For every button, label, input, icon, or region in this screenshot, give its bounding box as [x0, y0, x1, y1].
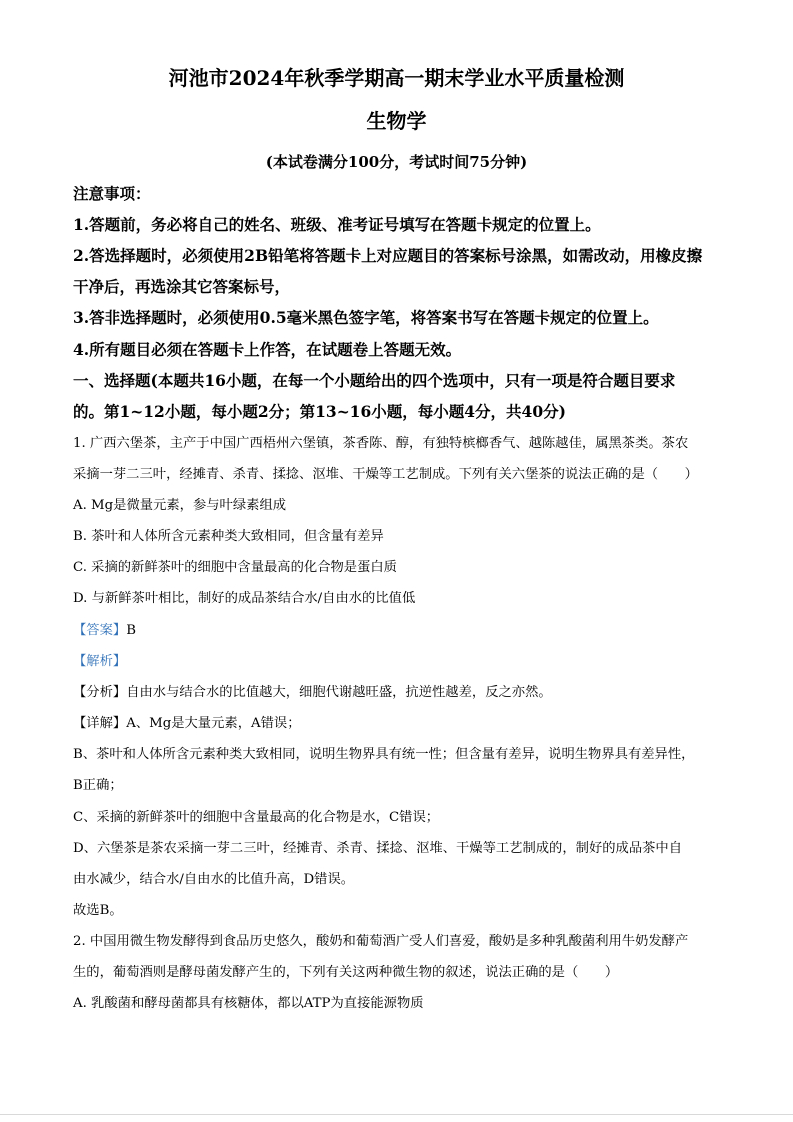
note-item: 干净后，再选涂其它答案标号，: [73, 277, 291, 296]
question-stem: 1. 广西六堡茶，主产于中国广西梧州六堡镇，茶香陈、醇，有独特槟榔香气、越陈越佳，属黑茶类。茶农: [73, 436, 689, 451]
conclusion: 故选B。: [73, 903, 123, 918]
option-a: A. Mg是微量元素，参与叶绿素组成: [73, 498, 287, 513]
detail-text: B、茶叶和人体所含元素种类大致相同，说明生物界具有统一性；但含量有差异，说明生物界具有差异性，: [73, 747, 695, 762]
detail-line: [73, 712, 301, 731]
note-item: 1.答题前，务必将自己的姓名、班级、准考证号填写在答题卡规定的位置上。: [73, 215, 601, 234]
option-b: B. 茶叶和人体所含元素种类大致相同，但含量有差异: [73, 529, 384, 544]
question-stem: 2. 中国用微生物发酵得到食品历史悠久，酸奶和葡萄酒广受人们喜爱，酸奶是多种乳酸菌利用牛奶发酵产: [73, 934, 689, 949]
option-a: A. 乳酸菌和酵母菌都具有核糖体，都以ATP为直接能源物质: [73, 996, 424, 1011]
answer-line: [73, 619, 136, 638]
exam-info: (本试卷满分100分，考试时间75分钟): [265, 153, 528, 171]
answer-value: B: [126, 623, 136, 638]
page-bottom-divider: [0, 1114, 793, 1115]
detail-text: B正确；: [73, 778, 123, 793]
detail-text: 由水减少，结合水/自由水的比值升高，D错误。: [73, 872, 355, 887]
question-stem: 采摘一芽二三叶，经摊青、杀青、揉捻、沤堆、干燥等工艺制成。下列有关六堡茶的说法正确的是（ ）: [73, 467, 698, 482]
fenxi-tag: 【分析】: [73, 685, 127, 700]
fenxi-text: 自由水与结合水的比值越大，细胞代谢越旺盛，抗逆性越差，反之亦然。: [126, 685, 552, 700]
option-c: C. 采摘的新鲜茶叶的细胞中含量最高的化合物是蛋白质: [73, 560, 397, 575]
detail-text: D、六堡茶是茶农采摘一芽二三叶，经摊青、杀青、揉捻、沤堆、干燥等工艺制成的，制好的成品茶中自: [73, 841, 683, 856]
note-item: 2.答选择题时，必须使用2B铅笔将答题卡上对应题目的答案标号涂黑，如需改动，用橡皮擦: [73, 246, 703, 265]
analysis-tag: 【解析】: [73, 654, 127, 669]
section-heading: 一、选择题(本题共16小题，在每一个小题给出的四个选项中，只有一项是符合题目要求: [73, 371, 676, 390]
fenxi-line: [73, 681, 552, 700]
section-heading: 的。第1~12小题，每小题2分；第13~16小题，每小题4分，共40分): [73, 402, 566, 421]
answer-tag: 【答案】: [73, 623, 127, 638]
detail-text: A、Mg是大量元素，A错误；: [126, 716, 301, 731]
notes-heading: 注意事项：: [73, 184, 151, 203]
question-stem: 生的，葡萄酒则是酵母菌发酵产生的，下列有关这两种微生物的叙述，说法正确的是（ ）: [73, 965, 619, 980]
note-item: 4.所有题目必须在答题卡上作答，在试题卷上答题无效。: [73, 340, 462, 359]
subject-title: 生物学: [366, 109, 427, 133]
option-d: D. 与新鲜茶叶相比，制好的成品茶结合水/自由水的比值低: [73, 591, 416, 606]
note-item: 3.答非选择题时，必须使用0.5毫米黑色签字笔，将答案书写在答题卡规定的位置上。: [73, 308, 659, 327]
exam-title: 河池市2024年秋季学期高一期末学业水平质量检测: [168, 66, 625, 90]
detail-text: C、采摘的新鲜茶叶的细胞中含量最高的化合物是水，C错误；: [73, 810, 440, 825]
detail-tag: 【详解】: [73, 716, 127, 731]
